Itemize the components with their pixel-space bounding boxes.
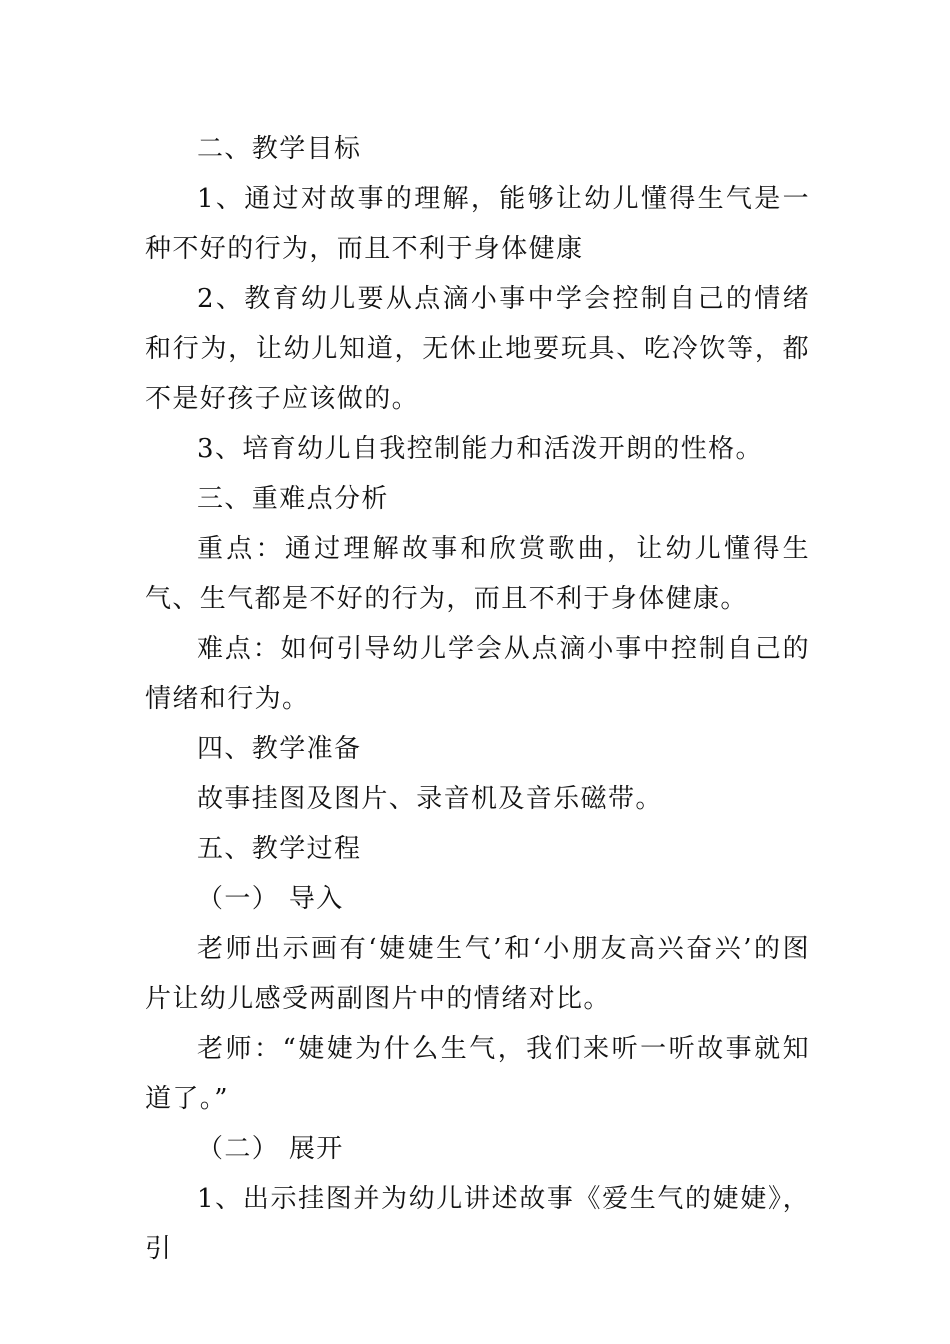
- teacher-quote-paragraph: 老师：“婕婕为什么生气，我们来听一听故事就知道了。”: [145, 1034, 810, 1114]
- heading-teaching-preparation: 四、教学准备: [197, 734, 362, 764]
- document-body: [145, 124, 810, 1274]
- goal-item-3: 3、培育幼儿自我控制能力和活泼开朗的性格。: [197, 434, 763, 464]
- introduction-paragraph: 老师出示画有‘婕婕生气’和‘小朋友高兴奋兴’的图片让幼儿感受两副图片中的情绪对比。: [145, 934, 810, 1014]
- key-point-paragraph: 重点：通过理解故事和欣赏歌曲，让幼儿懂得生气、生气都是不好的行为，而且不利于身体健康。: [145, 534, 810, 614]
- development-item-1: 1、出示挂图并为幼儿讲述故事《爱生气的婕婕》，引: [145, 1184, 810, 1264]
- difficult-point-paragraph: 难点：如何引导幼儿学会从点滴小事中控制自己的情绪和行为。: [145, 634, 810, 714]
- goal-item-1: 1、通过对故事的理解，能够让幼儿懂得生气是一种不好的行为，而且不利于身体健康: [145, 184, 810, 264]
- heading-teaching-process: 五、教学过程: [197, 834, 362, 864]
- preparation-paragraph: 故事挂图及图片、录音机及音乐磁带。: [197, 784, 663, 814]
- subheading-development: （二） 展开: [197, 1134, 344, 1164]
- heading-key-difficult-points: 三、重难点分析: [197, 484, 389, 514]
- heading-teaching-goals: 二、教学目标: [197, 134, 362, 164]
- subheading-introduction: （一） 导入: [197, 884, 344, 914]
- goal-item-2: 2、教育幼儿要从点滴小事中学会控制自己的情绪和行为，让幼儿知道，无休止地要玩具、吃冷饮等，都不是好孩子应该做的。: [145, 284, 810, 414]
